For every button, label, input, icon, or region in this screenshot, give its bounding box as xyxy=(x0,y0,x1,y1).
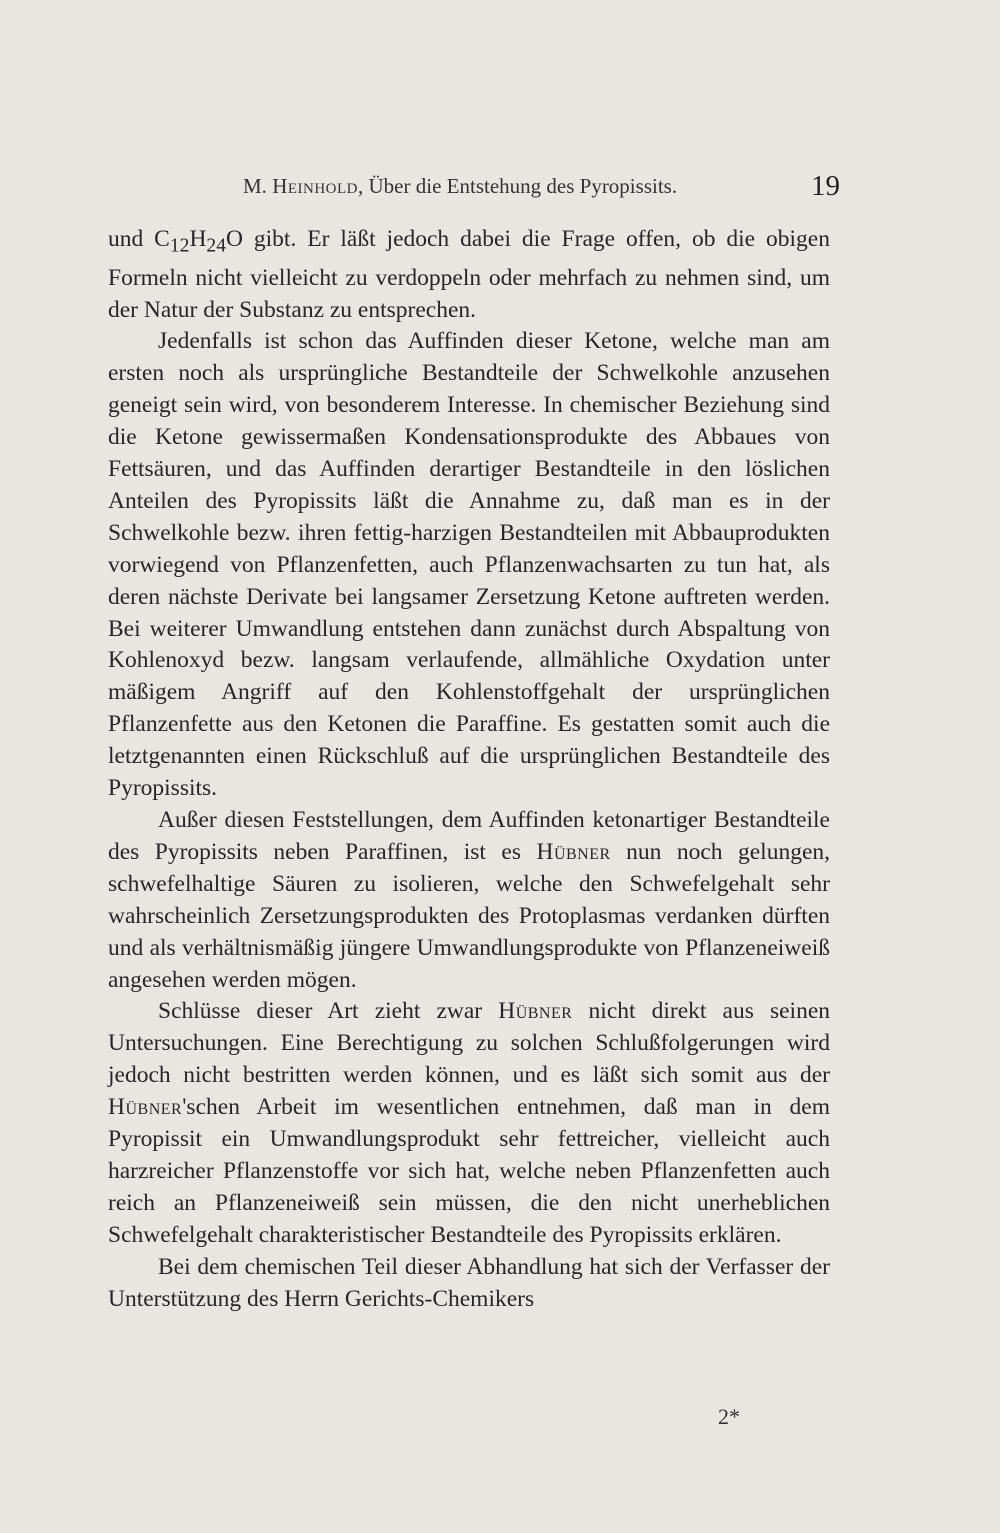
paragraph xyxy=(108,996,830,1251)
paragraph: Bei dem chemischen Teil dieser Abhandlung hat sich der Verfasser der Unterstützung des Herrn Gerichts-Chemikers xyxy=(108,1253,830,1312)
formula-text: und C xyxy=(108,226,170,252)
body-text xyxy=(108,224,830,1316)
article-title: , Über die Entstehung des Pyropissits. xyxy=(358,174,678,198)
paragraph-text: 'schen Arbeit im wesentlichen entnehmen, daß man in dem Pyropissit ein Umwandlungsprodukt sehr fettreicher, vielleicht auch harzreicher Pflanzenstoffe vor sich hat, welche neben Pflanzenfetten auch reich an Pflanzeneiweiß sein müssen, die den nicht unerheblichen Schwefelgehalt charakteristischer Bestandteile des Pyropissits erklären. xyxy=(108,1094,830,1248)
formula-subscript: 12 xyxy=(169,235,190,257)
formula-text: H xyxy=(189,226,207,252)
paragraph-text: Außer diesen Feststellungen, dem Auffinden ketonartiger Bestandteile des Pyropissits neben Paraffinen, ist es xyxy=(108,807,830,865)
paragraph: Jedenfalls ist schon das Auffinden dieser Ketone, welche man am ersten noch als ursprüngliche Bestandteile der Schwelkohle anzusehen geneigt sein wird, von besonderem Interesse. In chemischer Beziehung sind die Ketone gewissermaßen Kondensationsprodukte des Abbaues von Fettsäuren, und das Auffinden derartiger Bestandteile in den löslichen Anteilen des Pyropissits läßt die Annahme zu, daß man es in der Schwelkohle bezw. ihren fettig-harzigen Bestandteilen mit Abbauprodukten vorwiegend von Pflanzenfetten, auch Pflanzenwachsarten zu tun hat, als deren nächste Derivate bei langsamer Zersetzung Ketone auftreten werden. Bei weiterer Umwandlung entstehen dann zunächst durch Abspaltung von Kohlenoxyd bezw. langsam verlaufende, allmähliche Oxydation unter mäßigem Angriff auf den Kohlenstoffgehalt der ursprünglichen Pflanzenfette aus den Ketonen die Paraffine. Es gestatten somit auch die letztgenannten einen Rückschluß auf die ursprünglichen Bestandteile des Pyropissits. xyxy=(108,328,830,802)
paragraph-text: Schlüsse dieser Art zieht zwar xyxy=(158,998,499,1025)
paragraph-text: O gibt. Er läßt jedoch dabei die Frage offen, ob die obigen Formeln nicht vielleicht zu verdoppeln oder mehrfach zu nehmen sind, um der Natur der Substanz zu entsprechen. xyxy=(108,226,830,323)
author-initial: M. xyxy=(243,174,273,198)
author-name: Hübner xyxy=(498,998,573,1025)
paragraph-text: nicht direkt aus seinen Untersuchungen. Eine Berechtigung zu solchen Schlußfolgerungen wird jedoch nicht bestritten werden können, und es läßt sich somit aus der xyxy=(108,998,831,1089)
signature-mark: 2* xyxy=(718,1404,740,1429)
paragraph-text: nun noch gelungen, schwefelhaltige Säuren zu isolieren, welche den Schwefelgehalt sehr wahrscheinlich Zersetzungsprodukten des Protoplasmas verdanken dürften und als verhältnismäßig jüngere Umwandlungsprodukte von Pflanzeneiweiß angesehen werden mögen. xyxy=(108,838,830,993)
author-name: Hübner xyxy=(108,1094,183,1121)
author-name: Hübner xyxy=(536,838,611,865)
formula-subscript: 24 xyxy=(206,235,226,257)
page-header xyxy=(108,170,846,206)
running-title xyxy=(243,174,677,199)
paragraph xyxy=(108,805,830,996)
page-number: 19 xyxy=(811,170,840,202)
paragraph-continuation xyxy=(108,224,830,326)
author-surname: Heinhold xyxy=(272,174,359,198)
